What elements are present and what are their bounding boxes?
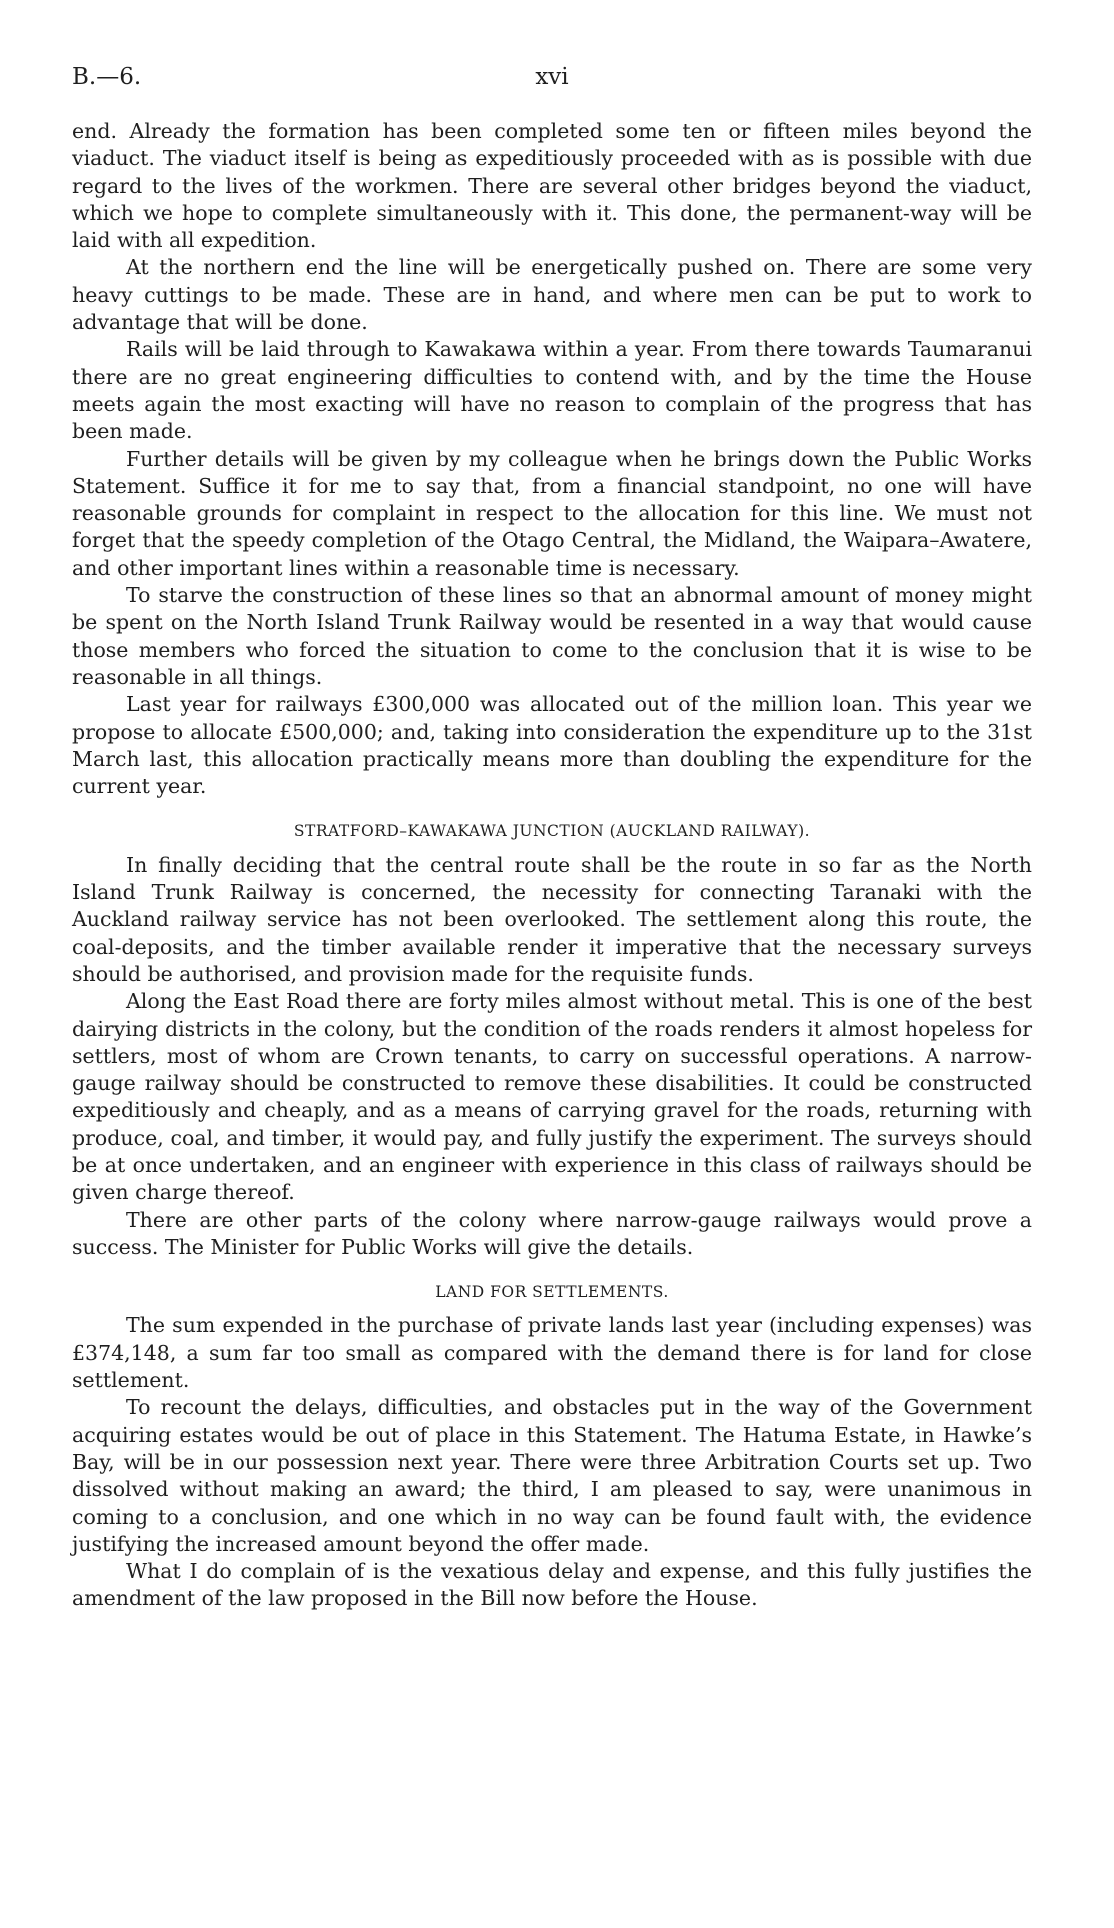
paragraph: What I do complain of is the vexatious delay and expense, and this fully justifies the amendment of the law proposed in the Bill now before the House. — [72, 1559, 1032, 1611]
paragraph: To recount the delays, difficulties, and obstacles put in the way of the Government acquiring estates would be out of place in this Statement. The Hatuma Estate, in Hawke’s Bay, will be in our possession next year. There were three Arbitration Courts set up. Two dissolved without making an award; the third, I am pleased to say, were unanimous in coming to a conclusion, and one which in no way can be found fault with, the evidence justifying the increased amount beyond the offer made. — [72, 1395, 1032, 1556]
paragraph: end. Already the formation has been completed some ten or fifteen miles beyond the viaduct. The viaduct itself is being as expeditiously proceeded with as is possible with due regard to the lives of the workmen. There are several other bridges beyond the viaduct, which we hope to complete simultaneously with it. This done, the permanent-way will be laid with all expedition. — [72, 119, 1032, 253]
document-reference: B.—6. — [72, 64, 142, 90]
paragraph: To starve the construction of these lines so that an abnormal amount of money might be spent on the North Island Trunk Railway would be resented in a way that would cause those members who forced the situation to come to the conclusion that it is wise to be reasonable in all things. — [72, 583, 1032, 689]
page-header — [72, 64, 1032, 98]
paragraph: At the northern end the line will be energetically pushed on. There are some very heavy cuttings to be made. These are in hand, and where men can be put to work to advantage that will be done. — [72, 255, 1032, 335]
paragraph: The sum expended in the purchase of private lands last year (including expenses) was £374,148, a sum far too small as compared with the demand there is for land for close settlement. — [72, 1313, 1032, 1393]
paragraph: There are other parts of the colony where narrow-gauge railways would prove a success. The Minister for Public Works will give the details. — [72, 1207, 1032, 1259]
page-number: xvi — [535, 64, 569, 90]
section-heading: STRATFORD–KAWAKAWA JUNCTION (AUCKLAND RAILWAY). — [293, 822, 811, 841]
paragraph: Rails will be laid through to Kawakawa within a year. From there towards Taumaranui there are no great engineering difficulties to contend with, and by the time the House meets again the most exacting will have no reason to complain of the progress that has been made. — [72, 337, 1032, 444]
section-heading: LAND FOR SETTLEMENTS. — [435, 1283, 669, 1302]
page-body — [72, 118, 1032, 1613]
paragraph: Along the East Road there are forty miles almost without metal. This is one of the best dairying districts in the colony, but the condition of the roads renders it almost hopeless for settlers, most of whom are Crown tenants, to carry on successful operations. A narrow-gauge railway should be constructed to remove these disabilities. It could be constructed expeditiously and cheaply, and as a means of carrying gravel for the roads, returning with produce, coal, and timber, it would pay, and fully justify the experiment. The surveys should be at once undertaken, and an engineer with experience in this class of railways should be given charge thereof. — [72, 989, 1032, 1205]
paragraph: Further details will be given by my colleague when he brings down the Public Works Statement. Suffice it for me to say that, from a financial standpoint, no one will have reasonable grounds for complaint in respect to the allocation for this line. We must not forget that the speedy completion of the Otago Central, the Midland, the Waipara–Awatere, and other important lines within a reasonable time is necessary. — [72, 446, 1032, 580]
paragraph: Last year for railways £300,000 was allocated out of the million loan. This year we propose to allocate £500,000; and, taking into consideration the expenditure up to the 31st March last, this allocation practically means more than doubling the expenditure for the current year. — [72, 692, 1032, 799]
paragraph: In finally deciding that the central route shall be the route in so far as the North Island Trunk Railway is concerned, the necessity for connecting Taranaki with the Auckland railway service has not been overlooked. The settlement along this route, the coal-deposits, and the timber available render it imperative that the necessary surveys should be authorised, and provision made for the requisite funds. — [72, 852, 1032, 986]
